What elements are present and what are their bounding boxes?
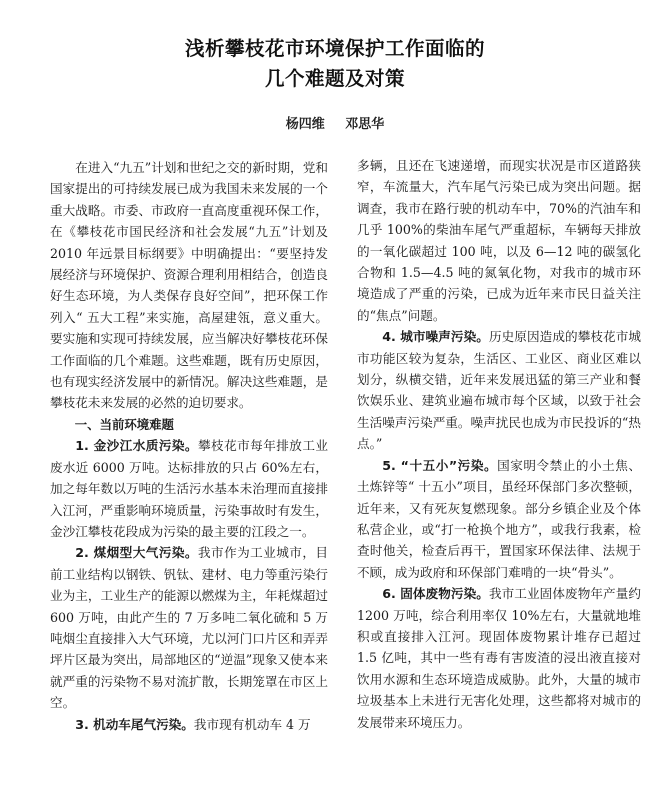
item-lead: 3. 机动车尾气污染。 bbox=[75, 716, 194, 732]
item-lead: 6. 固体废物污染。 bbox=[382, 586, 489, 602]
item-lead: 5. “十五小”污染。 bbox=[382, 457, 498, 473]
section-heading: 一、当前环境难题 bbox=[74, 416, 174, 432]
item-lead: 4. 城市噪声污染。 bbox=[382, 329, 489, 345]
article-title-line-1: 浅析攀枝花市环境保护工作面临的 bbox=[184, 37, 485, 60]
article-title-line-2: 几个难题及对策 bbox=[264, 67, 405, 90]
item-body: 我市工业固体废物年产量约 1200 万吨，综合利用率仅 10%左右，大量就地堆积或直接排入江河。现固体废物累计堆存已超过 1.5 亿吨，其中一些有毒有害废渣的浸出液直接对饮用水源和生态环境造成威胁。此外，大量的城市垃圾基本上未进行无害化处理，这些都将对城市的发展带来环境压力。 bbox=[357, 586, 642, 730]
item-paragraph-4 bbox=[357, 326, 641, 454]
author-name: 邓思华 bbox=[345, 117, 385, 132]
item-body: 历史原因造成的攀枝花市城市功能区较为复杂，生活区、工业区、商业区难以划分，纵横交错，近年来发展迅猛的第三产业和餐饮娱乐业、建筑业遍布城市每个区域，以致于社会生活噪声污染严重。噪声扰民也成为市民投诉的“热点。” bbox=[357, 329, 642, 452]
item-paragraph-5 bbox=[357, 455, 641, 583]
intro-paragraph: 在进入“九五”计划和世纪之交的新时期，党和国家提出的可持续发展已成为我国未来发展的一个重大战略。市委、市政府一直高度重视环保工作，在《攀枝花市国民经济和社会发展“九五”计划及 2010 年远景目标纲要》中明确提出：“要坚持发展经济与环境保护、资源合理利用相结合，创造良好生态环境，为人类保存良好空间”，把环保工作列入“ 五大工程”来实施，高屋建瓴，意义重大。要实施和实现可持续发展，应当解决好攀枝花环保工作面临的几个难题。这些难题，既有历史原因，也有现实经济发展中的新情况。解决这些难题，是攀枝花未来发展的必然的迫切要求。 bbox=[50, 160, 328, 411]
item-paragraph-6 bbox=[357, 583, 641, 733]
item-paragraph-3-continued: 多辆，且还在飞速递增，而现实状况是市区道路狭窄，车流量大，汽车尾气污染已成为突出问题。据调查，我市在路行驶的机动车中，70%的汽油车和几乎 100%的柴油车尾气严重超标，车辆每天排放的一氧化碳超过 100 吨，以及 6—12 吨的碳氢化合物和 1.5—4.5 吨的氮氧化物，对我市的城市环境造成了严重的污染，已成为近年来市民日益关注的“焦点”问题。 bbox=[357, 158, 641, 323]
left-column bbox=[50, 157, 328, 735]
item-body: 攀枝花市每年排放工业废水近 6000 万吨。达标排放的只占 60%左右，加之每年数以万吨的生活污水基本未治理而直接排入江河，严重影响环境质量，污染事故时有发生，金沙江攀枝花段成为污染的最主要的江段之一。 bbox=[50, 438, 329, 539]
item-body: 我市作为工业城市，目前工业结构以钢铁、钒钛、建材、电力等重污染行业为主，工业生产的能源以燃煤为主，年耗煤超过 600 万吨，由此产生的 7 万多吨二氧化硫和 5 万吨烟尘直接排入大气环境，尤以河门口片区和弄弄坪片区最为突出，局部地区的“逆温”现象又使本来就严重的污染物不易对流扩散，长期笼罩在市区上空。 bbox=[50, 545, 329, 711]
author-name: 杨四维 bbox=[285, 117, 325, 132]
item-body: 国家明令禁止的小土焦、土炼锌等“ 十五小”项目，虽经环保部门多次整顿，近年来，又有死灰复燃现象。部分乡镇企业及个体私营企业，或“打一枪换个地方”，或我行我素，检查时他关，检查后再干，置国家环保法律、法规于不顾，成为政府和环保部门难啃的一块“骨头”。 bbox=[357, 457, 641, 580]
item-paragraph-3 bbox=[50, 714, 328, 735]
item-body: 我市现有机动车 4 万 bbox=[193, 716, 311, 732]
item-paragraph-2 bbox=[50, 542, 328, 713]
author-list bbox=[0, 113, 670, 132]
item-lead: 2. 煤烟型大气污染。 bbox=[75, 545, 198, 561]
item-paragraph-1 bbox=[50, 435, 328, 542]
right-column bbox=[357, 155, 641, 733]
item-lead: 1. 金沙江水质污染。 bbox=[75, 438, 198, 454]
